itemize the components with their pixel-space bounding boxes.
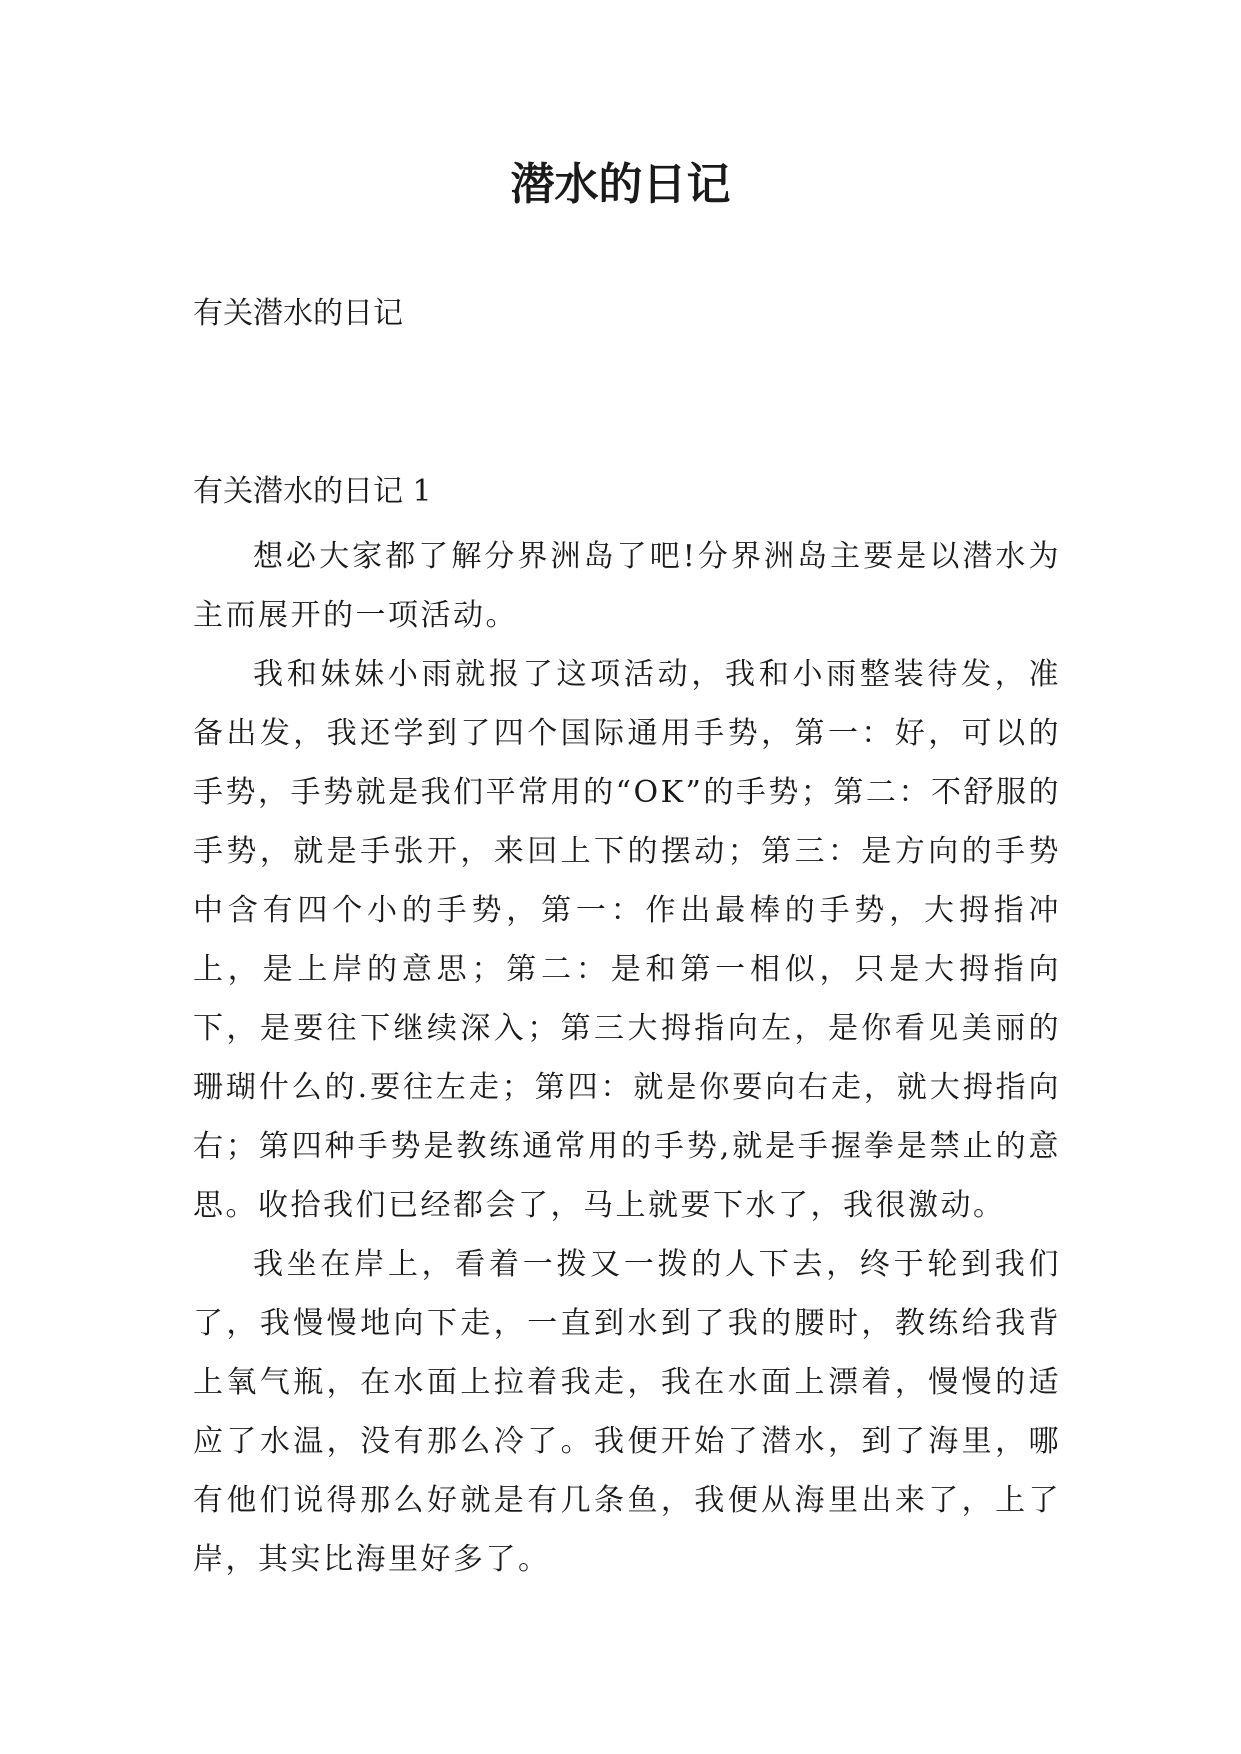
- section-heading: 有关潜水的日记 1: [193, 474, 432, 509]
- page-title: 潜水的日记: [510, 159, 731, 210]
- paragraph: 我和妹妹小雨就报了这项活动，我和小雨整装待发，准备出发，我还学到了四个国际通用手势，第一：好，可以的手势，手势就是我们平常用的“OK”的手势；第二：不舒服的手势，就是手张开，来回上下的摆动；第三：是方向的手势中含有四个小的手势，第一：作出最棒的手势，大拇指冲上，是上岸的意思；第二：是和第一相似，只是大拇指向下，是要往下继续深入；第三大拇指向左，是你看见美丽的珊瑚什么的.要往左走；第四：就是你要向右走，就大拇指向右；第四种手势是教练通常用的手势,就是手握拳是禁止的意思。收拾我们已经都会了，马上就要下水了，我很激动。: [193, 657, 1061, 1223]
- paragraph: 我坐在岸上，看着一拨又一拨的人下去，终于轮到我们了，我慢慢地向下走，一直到水到了我的腰时，教练给我背上氧气瓶，在水面上拉着我走，我在水面上漂着，慢慢的适应了水温，没有那么冷了。我便开始了潜水，到了海里，哪有他们说得那么好就是有几条鱼，我便从海里出来了，上了岸，其实比海里好多了。: [193, 1247, 1061, 1577]
- section-body: [193, 527, 1061, 1589]
- paragraph: 想必大家都了解分界洲岛了吧!分界洲岛主要是以潜水为主而展开的一项活动。: [193, 539, 1061, 633]
- document-subtitle: 有关潜水的日记: [193, 296, 403, 331]
